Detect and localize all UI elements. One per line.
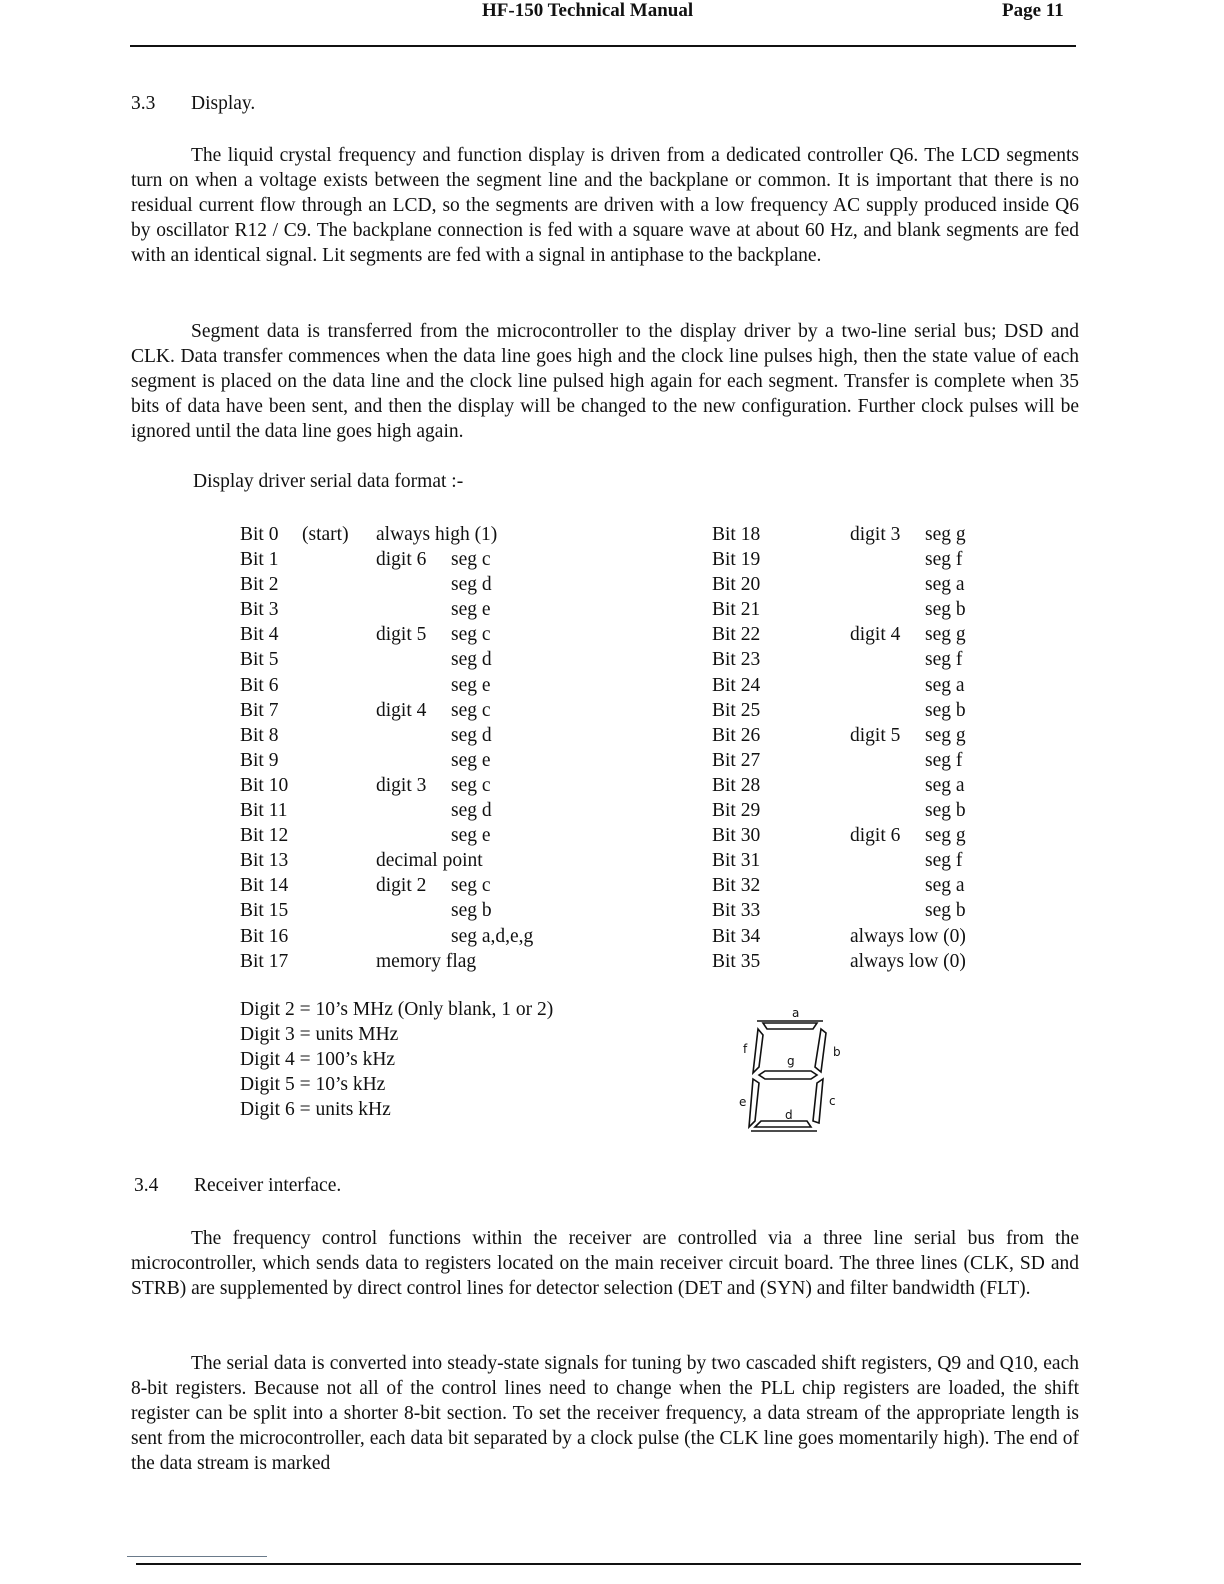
bit-row	[240, 622, 620, 647]
bit-seg: seg e	[451, 674, 491, 696]
bit-seg: seg e	[451, 749, 491, 771]
segment-g	[759, 1071, 817, 1079]
bit-seg: seg a	[925, 674, 965, 696]
page-number: Page 11	[1002, 0, 1064, 21]
bit-bit: Bit 29	[712, 800, 761, 822]
segment-a	[763, 1023, 817, 1029]
footer-rule	[136, 1563, 1081, 1565]
segment-f	[753, 1029, 763, 1073]
bit-bit: Bit 21	[712, 599, 761, 621]
bit-bit: Bit 25	[712, 699, 761, 721]
bit-row	[712, 798, 1012, 823]
bit-row	[240, 522, 620, 547]
digit-legend-item: Digit 3 = units MHz	[240, 1024, 399, 1046]
bit-seg: seg g	[925, 624, 966, 646]
bit-bit: Bit 32	[712, 875, 761, 897]
bit-seg: seg g	[925, 825, 966, 847]
bit-bit: Bit 18	[712, 524, 761, 545]
digit-legend-item: Digit 5 = 10’s kHz	[240, 1074, 386, 1096]
section-number: 3.4	[134, 1175, 159, 1196]
bit-seg: seg e	[451, 825, 491, 847]
bit-digit: decimal point	[376, 850, 483, 872]
bit-row	[240, 873, 620, 898]
bit-row	[712, 522, 1012, 547]
bit-seg: seg b	[925, 800, 966, 822]
bit-bit: Bit 10	[240, 774, 289, 796]
bit-row	[712, 547, 1012, 572]
bit-digit: always low (0)	[850, 925, 966, 947]
bit-seg: seg c	[451, 699, 491, 721]
bit-bit: Bit 16	[240, 925, 289, 947]
bit-digit: always low (0)	[850, 950, 966, 972]
paragraph-text: Segment data is transferred from the microcontroller to the display driver by a two-line serial bus; DSD and CLK. Data transfer commences when the data line goes high and the clock line pulses high, then the state value of each segment is placed on the data line and the clock line pulsed high again for each segment. Transfer is complete when 35 bits of data have been sent, and then the display will be changed to the new configuration. Further clock pulses will be ignored until the data line goes high again.	[131, 321, 1079, 443]
paragraph-receiver-2	[131, 1351, 1079, 1476]
label-f: f	[743, 1042, 748, 1056]
bit-row	[712, 823, 1012, 848]
bit-bit: Bit 15	[240, 900, 289, 922]
bit-seg: seg b	[925, 699, 966, 721]
bit-row	[240, 698, 620, 723]
header-rule	[130, 45, 1076, 47]
bit-row	[240, 647, 620, 672]
bit-bit: Bit 4	[240, 624, 279, 646]
bit-start: (start)	[302, 524, 349, 545]
seven-segment-diagram	[737, 1003, 867, 1138]
bit-row	[240, 924, 620, 949]
section-title: Receiver interface.	[194, 1175, 342, 1196]
bit-digit: digit 2	[376, 875, 427, 897]
digit-legend-item: Digit 6 = units kHz	[240, 1099, 391, 1121]
label-a: a	[792, 1006, 800, 1020]
bit-seg: seg b	[925, 900, 966, 922]
section-title: Display.	[191, 93, 256, 114]
bit-row	[712, 873, 1012, 898]
bit-digit: digit 3	[850, 524, 901, 545]
bit-bit: Bit 19	[712, 549, 761, 571]
bit-table-right	[712, 522, 1012, 974]
paragraph-display-1	[131, 143, 1079, 268]
bit-bit: Bit 3	[240, 599, 279, 621]
bit-seg: seg d	[451, 574, 492, 596]
bit-row	[712, 572, 1012, 597]
segment-c	[813, 1079, 823, 1123]
bit-seg: seg d	[451, 724, 492, 746]
bit-bit: Bit 14	[240, 875, 289, 897]
bit-row	[712, 698, 1012, 723]
bit-seg: seg a	[925, 774, 965, 796]
bit-bit: Bit 35	[712, 950, 761, 972]
bit-bit: Bit 12	[240, 825, 289, 847]
bit-digit: digit 5	[376, 624, 427, 646]
bit-bit: Bit 1	[240, 549, 279, 571]
bit-bit: Bit 5	[240, 649, 279, 671]
bit-row	[240, 572, 620, 597]
digit-legend-item: Digit 4 = 100’s kHz	[240, 1049, 396, 1071]
label-c: c	[829, 1094, 836, 1108]
paragraph-text: The frequency control functions within the receiver are controlled via a three line serial bus from the microcontroller, which sends data to registers located on the main receiver circuit board. The three lines (CLK, SD and STRB) are supplemented by direct control lines for detector selection (DET and (SYN) and filter bandwidth (FLT).	[131, 1228, 1079, 1300]
bit-digit: digit 4	[376, 699, 427, 721]
bit-seg: seg a	[925, 875, 965, 897]
footer-thin-rule	[127, 1556, 267, 1557]
bit-row	[712, 748, 1012, 773]
bit-row	[240, 723, 620, 748]
bit-bit: Bit 6	[240, 674, 279, 696]
label-d: d	[785, 1108, 793, 1122]
label-g: g	[787, 1054, 795, 1068]
bit-row	[240, 597, 620, 622]
bit-row	[240, 823, 620, 848]
bit-seg: seg g	[925, 724, 966, 746]
paragraph-text: The serial data is converted into steady-state signals for tuning by two cascaded shift registers, Q9 and Q10, each 8-bit registers. Because not all of the control lines need to change when the PLL chip registers are loaded, the shift register can be split into a shorter 8-bit section. To set the receiver frequency, a data stream of the appropriate length is sent from the microcontroller, each data bit separated by a clock pulse (the CLK line goes momentarily high). The end of the data stream is marked	[131, 1353, 1079, 1475]
bit-digit: always high (1)	[376, 524, 498, 545]
bit-row	[712, 924, 1012, 949]
bit-seg: seg f	[925, 850, 963, 872]
section-number: 3.3	[131, 93, 156, 114]
bit-seg: seg b	[451, 900, 492, 922]
bit-row	[712, 773, 1012, 798]
bit-seg: seg f	[925, 649, 963, 671]
bit-seg: seg a	[925, 574, 965, 596]
bit-seg: seg c	[451, 774, 491, 796]
bit-row	[240, 748, 620, 773]
bit-seg: seg e	[451, 599, 491, 621]
bit-bit: Bit 8	[240, 724, 279, 746]
bit-bit: Bit 11	[240, 800, 288, 822]
bit-row	[712, 898, 1012, 923]
bit-row	[240, 848, 620, 873]
segment-e	[749, 1079, 759, 1127]
bit-row	[712, 949, 1012, 974]
header-title: HF-150 Technical Manual	[482, 0, 694, 21]
bit-row	[712, 673, 1012, 698]
bit-bit: Bit 33	[712, 900, 761, 922]
bit-bit: Bit 31	[712, 850, 761, 872]
format-label: Display driver serial data format :-	[193, 471, 464, 492]
digit-legend	[240, 997, 553, 1122]
digit-legend-item: Digit 2 = 10’s MHz (Only blank, 1 or 2)	[240, 999, 554, 1020]
bit-seg: seg a,d,e,g	[451, 925, 534, 947]
bit-row	[712, 848, 1012, 873]
bit-seg: seg c	[451, 624, 491, 646]
segment-b	[815, 1029, 826, 1072]
bit-bit: Bit 23	[712, 649, 761, 671]
bit-bit: Bit 7	[240, 699, 279, 721]
bit-seg: seg d	[451, 649, 492, 671]
label-b: b	[833, 1045, 841, 1059]
bit-digit: digit 4	[850, 624, 901, 646]
bit-table-left	[240, 522, 620, 974]
paragraph-display-2	[131, 319, 1079, 444]
bit-row	[712, 597, 1012, 622]
bit-seg: seg b	[925, 599, 966, 621]
bit-digit: digit 5	[850, 724, 901, 746]
bit-bit: Bit 13	[240, 850, 289, 872]
segment-d	[755, 1121, 811, 1127]
bit-bit: Bit 28	[712, 774, 761, 796]
bit-seg: seg g	[925, 524, 966, 545]
bit-bit: Bit 9	[240, 749, 279, 771]
bit-row	[240, 798, 620, 823]
label-e: e	[739, 1095, 747, 1109]
bit-digit: digit 6	[376, 549, 427, 571]
bit-row	[240, 898, 620, 923]
bit-bit: Bit 2	[240, 574, 279, 596]
bit-seg: seg c	[451, 549, 491, 571]
bit-digit: digit 6	[850, 825, 901, 847]
bit-row	[240, 547, 620, 572]
bit-seg: seg f	[925, 549, 963, 571]
bit-seg: seg f	[925, 749, 963, 771]
paragraph-receiver-1	[131, 1226, 1079, 1301]
bit-bit: Bit 24	[712, 674, 761, 696]
bit-bit: Bit 17	[240, 950, 289, 972]
bit-seg: seg c	[451, 875, 491, 897]
paragraph-text: The liquid crystal frequency and function display is driven from a dedicated controller Q6. The LCD segments turn on when a voltage exists between the segment line and the backplane or common. It is important that there is no residual current flow through an LCD, so the segments are driven with a low frequency AC supply produced inside Q6 by oscillator R12 / C9. The backplane connection is fed with a square wave at about 60 Hz, and blank segments are fed with an identical signal. Lit segments are fed with a signal in antiphase to the backplane.	[131, 145, 1079, 267]
bit-row	[712, 622, 1012, 647]
bit-bit: Bit 27	[712, 749, 761, 771]
bit-digit: digit 3	[376, 774, 427, 796]
bit-bit: Bit 20	[712, 574, 761, 596]
bit-bit: Bit 30	[712, 825, 761, 847]
bit-row	[240, 773, 620, 798]
bit-row	[712, 647, 1012, 672]
bit-row	[240, 673, 620, 698]
bit-seg: seg d	[451, 800, 492, 822]
bit-bit: Bit 0	[240, 524, 279, 545]
bit-bit: Bit 26	[712, 724, 761, 746]
bit-digit: memory flag	[376, 950, 477, 972]
bit-row	[712, 723, 1012, 748]
bit-bit: Bit 34	[712, 925, 761, 947]
bit-row	[240, 949, 620, 974]
bit-bit: Bit 22	[712, 624, 761, 646]
